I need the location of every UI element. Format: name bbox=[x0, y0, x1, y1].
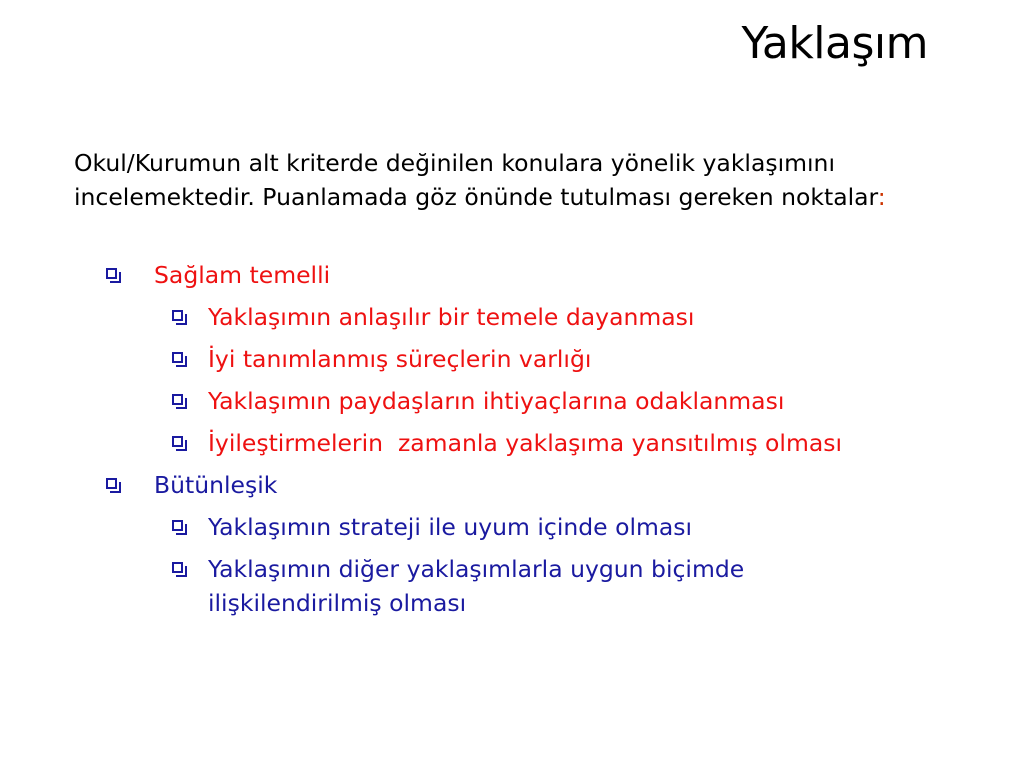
list-item-text: Yaklaşımın strateji ile uyum içinde olması bbox=[208, 513, 693, 541]
list-item-text: İyi tanımlanmış süreçlerin varlığı bbox=[208, 345, 592, 373]
section-heading-saglam-temelli bbox=[0, 258, 1024, 292]
list-item bbox=[0, 300, 848, 334]
list-item bbox=[0, 384, 848, 418]
checkbox-bullet-icon bbox=[172, 394, 183, 405]
checkbox-bullet-icon bbox=[172, 436, 183, 447]
list-item-text: Yaklaşımın anlaşılır bir temele dayanması bbox=[208, 303, 695, 331]
section-label: Sağlam temelli bbox=[154, 261, 331, 289]
list-item-text: Yaklaşımın paydaşların ihtiyaçlarına odaklanması bbox=[208, 387, 785, 415]
checkbox-bullet-icon bbox=[172, 562, 183, 573]
section-heading-butunlesik bbox=[0, 468, 1024, 502]
checkbox-bullet-icon bbox=[106, 478, 117, 489]
checkbox-bullet-icon bbox=[106, 268, 117, 279]
bullet-list bbox=[0, 258, 1024, 628]
slide-title: Yaklaşım bbox=[741, 18, 928, 69]
intro-paragraph bbox=[74, 146, 974, 214]
intro-colon: : bbox=[877, 183, 886, 211]
list-item bbox=[0, 552, 808, 620]
checkbox-bullet-icon bbox=[172, 352, 183, 363]
list-item-text: İyileştirmelerin zamanla yaklaşıma yansıtılmış olması bbox=[208, 429, 843, 457]
checkbox-bullet-icon bbox=[172, 520, 183, 531]
section-label: Bütünleşik bbox=[154, 471, 278, 499]
intro-text: Okul/Kurumun alt kriterde değinilen konulara yönelik yaklaşımını incelemektedir. Puanlamada göz önünde tutulması gereken noktalar bbox=[74, 149, 878, 211]
list-item bbox=[0, 342, 848, 376]
checkbox-bullet-icon bbox=[172, 310, 183, 321]
list-item bbox=[0, 510, 848, 544]
list-item bbox=[0, 426, 848, 460]
list-item-text: Yaklaşımın diğer yaklaşımlarla uygun biçimde ilişkilendirilmiş olması bbox=[208, 555, 745, 617]
